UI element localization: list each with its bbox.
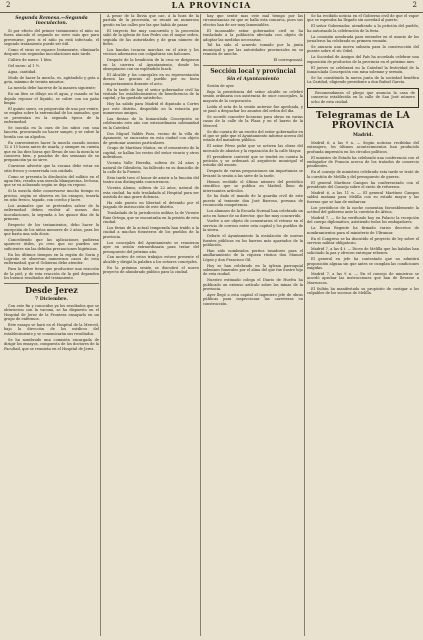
paragraph: En los últimos tiempos en la región de Soria y Logroño se observan numerosos casos de esta enfermedad, que el Gobierno debe atender. bbox=[4, 252, 99, 266]
paragraph: Leída el acta de la sesión anterior fue aprobada, y se pasó a despachar los asuntos del orden del día. bbox=[203, 104, 303, 113]
telegram-item: Madrid 6, a las 9 n. — Según noticias recibidas del extranjero, los últimos acontecimientos han producido profunda impresión en los círculos políticos. bbox=[307, 140, 419, 154]
paragraph: Sesión de ayer. bbox=[207, 83, 235, 88]
paragraph: Se ha nombrado una comisión encargada de dirigir los ensayos, compuesta de los doctores de la Facultad, que se reunirán en el Hospital de Jerez. bbox=[4, 337, 99, 351]
telegram-item: Madrid 7, a las 4 t. — Dicen de Melilla que las kabilas han solicitado la paz y ofrecen entregar rehenes. bbox=[307, 246, 419, 256]
telegram-item: El general Martínez Campos ha conferenciado con el presidente del Consejo sobre el envío de refuerzos. bbox=[307, 180, 419, 189]
paragraph: Respecto de los tratamientos, debo hacer la excepción de los niños menores de 2 años, para los que basta una sola dosis. bbox=[4, 223, 99, 236]
paragraph: A pesar de la lluvia que cae, á la hora de la partida de la procesión, se reunió un numeroso gentío en las calles por las que había de pasar. bbox=[103, 14, 199, 27]
paragraph: Agua, cantidad. bbox=[8, 70, 37, 75]
paragraph: Concediendo que las aplicaciones pudieran aparecer útiles, yo creo que no pueden ser suficientes sin las debidas precauciones higiénicas. bbox=[4, 237, 99, 251]
telegram-subheading: Madrid. bbox=[352, 133, 374, 139]
paragraph: Grupo de Martínez Muñoz, en el cementerio de la capital, se hallan los restos del señor vicario y otros individuos. bbox=[103, 146, 199, 160]
paragraph: Ha sido puesto en libertad el detenido por el juzgado de instrucción de este distrito. bbox=[103, 200, 199, 210]
paragraph: Los bandas tocaron marchas en el atrio y los vecinos adornaron con colgaduras sus balcones. bbox=[103, 47, 199, 57]
paragraph: La comisión nombrada para entender en el asunto de los jornaleros ha celebrado su primera reunión. bbox=[307, 34, 419, 44]
paragraph: Hemos recibido el último número del periódico científico que se publica en Madrid, lleno de interesantes artículos. bbox=[203, 179, 303, 193]
paragraph: Modo de hacer la mezcla, es, agitándolo y gota a gota, máximo de treinta minutos. bbox=[4, 75, 99, 85]
page-number-left: 2 bbox=[6, 1, 11, 9]
column-2 bbox=[103, 14, 199, 636]
paragraph: La mezcla debe hacerse de la manera siguiente: bbox=[8, 86, 96, 91]
paragraph: Hoy se han celebrado en la iglesia parroquial solemnes funerales por el alma del que fue ilustre hijo de esta ciudad. bbox=[203, 263, 303, 277]
paragraph: Dos Miguel Valdés Pozo, vecino de la villa de Ayamonte, se encuentra en esta ciudad con objeto de gestionar asuntos particulares. bbox=[103, 131, 199, 145]
paragraph: Se ha constituido la nueva junta de la sociedad benéfica La Caridad, eligiendo presidente a don Rafael García. bbox=[307, 75, 419, 85]
paragraph: Hoy ha salido para Madrid el diputado a Cortes por este distrito, despedido en la estación por numerosos amigos. bbox=[103, 102, 199, 116]
section-heading-desde-jerez: Desde Jerez bbox=[25, 284, 78, 295]
notice-box bbox=[307, 88, 419, 109]
paragraph: Después de varias proposiciones sin importancia se levantó la sesión a las siete de la tarde. bbox=[203, 169, 303, 178]
paragraph: Los animales que se pretenden salvar de la enfermedad deben recibir al menos dos inoculaciones, la segunda a los quince días de la primera. bbox=[4, 204, 99, 222]
divider bbox=[203, 65, 303, 66]
paragraph: Se dio cuenta de un escrito del señor gobernador en el que se pide que el Ayuntamiento informe acerca del estado del matadero público. bbox=[203, 129, 303, 143]
paragraph: El señor Pérez pidió que se activen las obras del mercado de abastos y la reparación de la calle Mayor. bbox=[203, 144, 303, 153]
paragraph: Vicenta Alonso, soltera de 22 años, natural de esta ciudad, ha sido trasladada al Hospital para ser asistida de una grave dolencia. bbox=[103, 186, 199, 200]
article-heading: Segunda Remesa.—Segunda inoculacion. bbox=[15, 16, 88, 27]
paragraph: El Alcalde y los concejales en su representación dieron las gracias al pueblo por su buen comportamiento durante el acto. bbox=[103, 72, 199, 86]
divider bbox=[4, 283, 99, 284]
page-header bbox=[0, 0, 423, 13]
paragraph: Los ferias de la actual temporada han traído a la ciudad a muchos forasteros de los pueblos de la provincia. bbox=[103, 225, 199, 239]
paragraph: Han sido nombrados peritos tasadores para el amillaramiento de la riqueza rústica don Manuel López y don Francisco Gil. bbox=[203, 248, 303, 262]
section-heading-local: Sección local y provincial bbox=[210, 67, 296, 75]
paragraph: Se acordó conceder licencias para obras en varias casas de la calle de la Plaza y en el barrio de la Merced. bbox=[203, 114, 303, 128]
column-rule bbox=[100, 14, 101, 636]
telegram-item: Los periódicos de la noche comentan favorablemente la actitud del gobierno ante la cuestión de África. bbox=[307, 205, 419, 214]
telegram-item: El ministro de Estado ha celebrado una conferencia con el embajador de Francia acerca de los tratados de comercio pendientes. bbox=[307, 155, 419, 169]
paragraph: Si por efecto del primer tratamiento el niño no fuera atacado el segundo no sirve más que para prevenirse, pero si el niño ya está infectado, el segundo tratamiento puede ser útil. bbox=[4, 28, 99, 47]
telegram-item: Madrid 6, a las 11 n. — El general Martínez Campos saldrá mañana para Melilla con su estado mayor y las fuerzas que se han de embarcar. bbox=[307, 190, 419, 204]
paragraph: Bajo la presidencia del señor alcalde se celebró sesión ordinaria con asistencia de once concejales, la mayoría de la corporación. bbox=[203, 89, 303, 103]
paragraph: Las fiestas de la Inmaculada Concepción se celebrarán este año con extraordinaria solemnidad en la Catedral. bbox=[103, 117, 199, 130]
paragraph: Nuestro estimado colega el Diario de Huelva ha publicado un extenso artículo sobre las minas de la provincia. bbox=[203, 278, 303, 292]
paragraph: Después de la bendición de la cruz se dirigieron en la carrera al Ayuntamiento, donde les obsequiaron con un espléndido lunch. bbox=[103, 58, 199, 71]
paragraph: Este ensayo se hará en el Hospital de la Merced, bajo la dirección de los médicos del establecimiento y se comunicarán sus resultados. bbox=[4, 323, 99, 336]
paragraph: La Sociedad de Amigos del País ha acordado celebrar una exposición de productos de la provincia en el próximo mes. bbox=[307, 55, 419, 64]
paragraph: Si la mezcla debe conservarse mucho tiempo es preciso, según se observa en los ensayos, tenerla en sitio fresco, tapado, con corcho y lacre. bbox=[4, 189, 99, 203]
paragraph: Vuelve a ser objeto de comentarios el retraso en el servicio de correos entre esta capital y los pueblos de la sierra. bbox=[203, 219, 303, 233]
paragraph: Con este fin y conocidos ya los resultados que se obtuvieron con la vacuna, se ha dispuesto en el Hospital de Jerez de la Frontera ensayarlo en un grupo de enfermos. bbox=[4, 303, 99, 322]
paragraph: Como el virus se esparce lentamente, eliminarlo después con segundas inoculaciones más tarde. bbox=[4, 47, 99, 57]
paragraph: El incansable señor gobernador civil se ha trasladado a la población afectada con objeto de adoptar las medidas necesarias. bbox=[203, 28, 303, 42]
paragraph: Gel suero: al 1 ½. bbox=[8, 64, 41, 69]
telegram-item: El general en jefe ha contestado que no admitirá proposición alguna sin que antes se cumplan las condiciones exigidas. bbox=[307, 257, 419, 270]
telegram-item: En el Congreso se ha discutido el proyecto de ley sobre el servicio militar obligatorio. bbox=[307, 236, 419, 245]
paragraph: Se inocula en la cara de los niños con una lanceta, procurando no hacer sangre, y se cubre la herida con un algodon. bbox=[4, 126, 99, 139]
paragraph: Como se presenta la disolución del sulfato en el agua fría, resulta una mezcla blanquecina, lechosa, que se va aclarando según se deja en reposo. bbox=[4, 174, 99, 188]
dateline: 7 Diciembre. bbox=[34, 296, 68, 302]
paragraph: Se anuncia una nueva subasta para la construcción del puente sobre el río Odiel. bbox=[307, 44, 419, 54]
paragraph: Para la fiebre tiene que producirse una reacción de la piel, y de esta reacción de la piel dependen los buenos resultados del tratamiento. bbox=[4, 267, 99, 281]
paragraph: En la tarde de hoy el señor gobernador civil ha visitado los establecimientos de beneficencia de la capital, y ha quedado satisfecho. bbox=[103, 87, 199, 101]
paragraph: El presidente contestó que se tendrá en cuenta la petición y se ordenará al arquitecto municipal el estudio del asunto. bbox=[203, 154, 303, 168]
notice-text: Recomendamos el pliego que anuncia la casa de comercio establecida en la calle de San José número ocho de esta ciudad. bbox=[311, 90, 415, 104]
column-3 bbox=[203, 14, 303, 636]
paragraph: Ayer llegó a esta capital el ingeniero jefe de obras públicas para inspeccionar las carreteras en construcción. bbox=[203, 293, 303, 306]
paragraph: Conviene advertir que la vacuna debe estar en sitio fresco y conservada con cuidado. bbox=[4, 164, 99, 173]
telegram-item: En el consejo de ministros celebrado esta tarde se trató de la cuestión de Melilla y del presupuesto de guerra. bbox=[307, 170, 419, 179]
paragraph: El jueves se celebrará en la Catedral la festividad de la Inmaculada Concepción con misa solemne y sermón. bbox=[307, 65, 419, 74]
paragraph: Con motivo de estos trabajos estuvo presente el alcalde y dirigió la palabra a los señores concejales. bbox=[103, 255, 199, 264]
paragraph: Debate el Ayuntamiento la instalación de nuevas fuentes públicas en los barrios más apartados de la población. bbox=[203, 234, 303, 247]
paragraph: En un litro se diluye un el agua, y cuando se ha dejado reposar el líquido, se cubre con un paño limpio. bbox=[4, 92, 99, 105]
section-heading-telegrams: Telegramas de LA PROVINCIA bbox=[315, 111, 411, 132]
paragraph: El señor Gobernador, atendiendo a la petición del pueblo, ha autorizado la celebración de la feria. bbox=[307, 24, 419, 33]
telegram-item: Madrid 7, a las 9 n. — En el consejo de ministros se acordó aprobar las instrucciones que han de llevarse a Marruecos. bbox=[307, 271, 419, 285]
paragraph: Los alumnos de la Escuela Normal han celebrado un acto en honor de su director, que fue muy concurrido. bbox=[203, 209, 303, 218]
section-subheading: Sin el Ayuntamiento bbox=[226, 76, 280, 82]
column-1 bbox=[4, 14, 99, 636]
column-4 bbox=[307, 14, 419, 636]
paragraph: Esta tarde tuvo el honor de asistir a la función del teatro una distinguida concurrencia. bbox=[103, 175, 199, 185]
paragraph: Los concejales del Ayuntamiento se reunieron ayer en sesión extraordinaria para tratar del presupuesto del próximo año. bbox=[103, 240, 199, 254]
telegram-item: La Reina Regente ha firmado varios decretos de nombramientos para el ministerio de Ultramar. bbox=[307, 226, 419, 235]
paragraph: El quinto suero, en proporción de uno por veinte, se emplea sobre la extremidad de los animales, que se presentan en la segunda época de la enfermedad. bbox=[4, 106, 99, 125]
paragraph: Tal ha sido el acuerdo tomado por la junta municipal y por las autoridades provinciales en su reunión de anoche. bbox=[203, 43, 303, 57]
paragraph: hay que sentir mas este mal tiempo por las circunstancias en que se halla esta comarca, pues sus efectos han de ser muy lamentables. bbox=[203, 14, 303, 27]
paragraph: En convenientes hacer la mezcla cuando menos 12 ó 15 horas antes de usarla, y siempre en cuenta que en las diez horas que llevan de uso la mezcla se conserva bien, y pasadas de dos semanas de su preparación ya no sirve. bbox=[4, 140, 99, 163]
newspaper-title: LA PROVINCIA bbox=[171, 0, 252, 10]
paragraph: Vicenta Valle Heredia, soltera de 24 años y natural de Gibraleón, ha fallecido en su domicilio de la calle de la Fuente. bbox=[103, 161, 199, 174]
paragraph: Cultivo de suero: 1 litro. bbox=[8, 58, 53, 63]
page-number-right: 2 bbox=[412, 1, 417, 9]
paragraph: Trasladado de la jurisdicción militar, la de Vicente Ruiz Ortega, que se encontraba en la prisión de esta ciudad. bbox=[103, 211, 199, 225]
paragraph: El trayecto fue muy concurrido y la procesión salió de la iglesia de San Pedro con el mayor orden, seguida de las autoridades y de gran número de fieles. bbox=[103, 28, 199, 46]
column-rule bbox=[304, 14, 305, 636]
telegram-item: Madrid 7. — Se ha verificado hoy en Palacio la recepción del cuerpo diplomático, asistiendo todos los embajadores. bbox=[307, 215, 419, 225]
signature: El corresponsal. bbox=[273, 58, 303, 63]
telegram-item: El Sultán ha manifestado su propósito de castigar a los culpables de los sucesos de Melilla. bbox=[307, 286, 419, 295]
paragraph: En la próxima sesión se discutirá el nuevo proyecto de alumbrado público para la ciudad. bbox=[103, 265, 199, 275]
paragraph: Se ha dado el mando de la guardia civil de este puesto al teniente don José Barroso, persona de reconocida competencia. bbox=[203, 194, 303, 208]
paragraph: Se ha recibido noticia en el Gobierno civil de que el vapor que se esperaba ha llegado sin novedad al puerto. bbox=[307, 14, 419, 23]
column-rule bbox=[200, 14, 201, 636]
